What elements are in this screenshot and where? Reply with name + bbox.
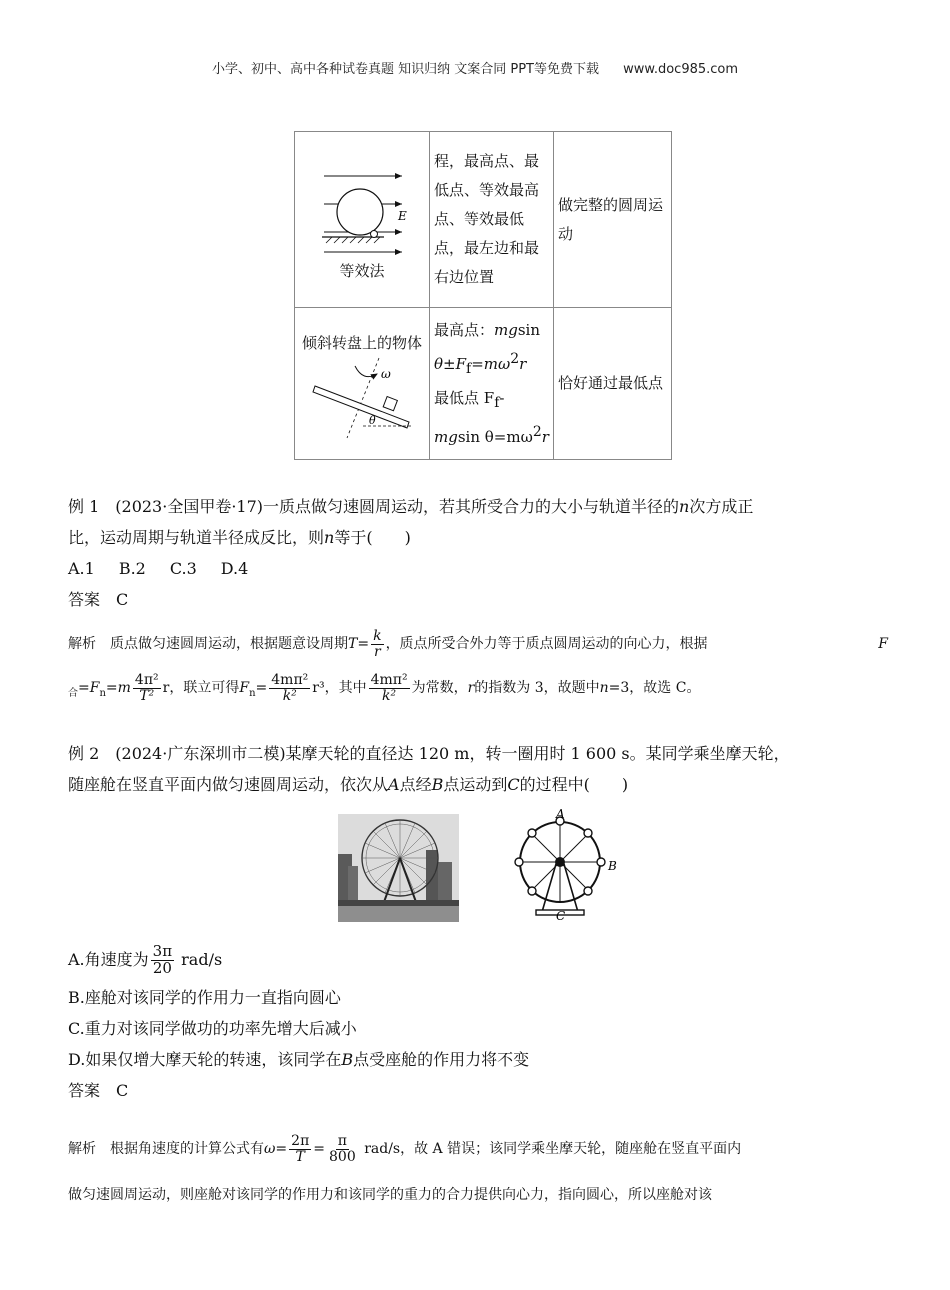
analysis-cell: 程，最高点、最低点、等效最高点、等效最低点，最左边和最右边位置: [430, 132, 554, 308]
example-1-question: 例 1 (2023·全国甲卷·17)一质点做匀速圆周运动，若其所受合力的大小与轨道半径的n次方成正 比，运动周期与轨道半径成反比，则n等于( ): [68, 497, 754, 547]
example-1-analysis: 解析 质点做匀速圆周运动，根据题意设周期T= $\frac{k}{r}$ ，质点所受合外力等于质点圆周运动的向心力，根据 F $_合=F_n=m$ $\frac{\text{4π²}}{\text{T²}}$ r，联立可得$F_n=$ $\frac{\text{4mπ²}}{\text{k²}}$ r³，其中 $\frac{\text{4mπ²}}{\text{k²}}$ 为常数，r的指数为 3，故题中n=3，故选 C。: [68, 627, 888, 704]
example-1: [68, 491, 888, 615]
example-2-question: 例 2 (2024·广东深圳市二模)某摩天轮的直径达 120 m，转一圈用时 1 600 s。某同学乘坐摩天轮， 随座舱在竖直平面内做匀速圆周运动，依次从A点经B点运动到C的过程中( ): [68, 744, 790, 794]
method-cell: [295, 308, 430, 460]
option-d: D.如果仅增大摩天轮的转速，该同学在B点受座舱的作用力将不变: [68, 1050, 530, 1069]
page-header-banner: [0, 58, 950, 77]
method-label: 等效法: [339, 262, 385, 280]
ferris-wheel-photo: [338, 814, 459, 922]
method-cell: [295, 132, 430, 308]
banner-url[interactable]: www.doc985.com: [623, 62, 739, 77]
point-A-label: A: [556, 808, 565, 821]
method-table: [294, 131, 672, 460]
option-b: B.座舱对该同学的作用力一直指向圆心: [68, 988, 341, 1007]
option-a: A.角速度为 $\frac{3\pi}{20}$ rad/s: [68, 942, 223, 977]
option-c: C.重力对该同学做功的功率先增大后减小: [68, 1019, 357, 1038]
analysis-cell: 最高点：mgsin $\theta\pm F_f=m\omega^2r$ 最低点 $F_f-$ mgsin $\theta=m\omega^2r$: [430, 308, 554, 460]
example-2-analysis: 解析 根据角速度的计算公式有ω= $\frac{2\pi}{T}$ = $\frac{\pi}{800}$ rad/s，故 A 错误；该同学乘坐摩天轮，随座舱在竖直平面内 做匀速圆周运动，则座舱对该同学的作用力和该同学的重力的合力提供向心力，指向圆心，所以座舱对该: [68, 1132, 742, 1203]
condition-cell: 恰好通过最低点: [554, 308, 672, 460]
equivalent-field-diagram: [312, 158, 412, 256]
table-row: [295, 308, 672, 460]
ferris-wheel-diagram: [512, 808, 620, 922]
table-row: [295, 132, 672, 308]
example-2-options: [68, 938, 888, 1106]
ferris-wheel-photo-drawing: [338, 814, 459, 922]
example-2-answer: 答案 C: [68, 1081, 129, 1100]
example-1-answer: 答案 C: [68, 590, 129, 609]
condition-cell: 做完整的圆周运动: [554, 132, 672, 308]
field-label-E: E: [398, 209, 407, 223]
method-label: 倾斜转盘上的物体: [301, 333, 422, 352]
theta-label: θ: [369, 413, 376, 427]
point-B-label: B: [608, 859, 617, 873]
banner-text: 小学、初中、高中各种试卷真题 知识归纳 文案合同 PPT等免费下载: [211, 62, 599, 77]
example-1-options: A.1 B.2 C.3 D.4: [68, 559, 249, 578]
inclined-turntable-diagram: [307, 356, 417, 440]
point-C-label: C: [556, 909, 566, 922]
omega-label: ω: [381, 366, 391, 381]
